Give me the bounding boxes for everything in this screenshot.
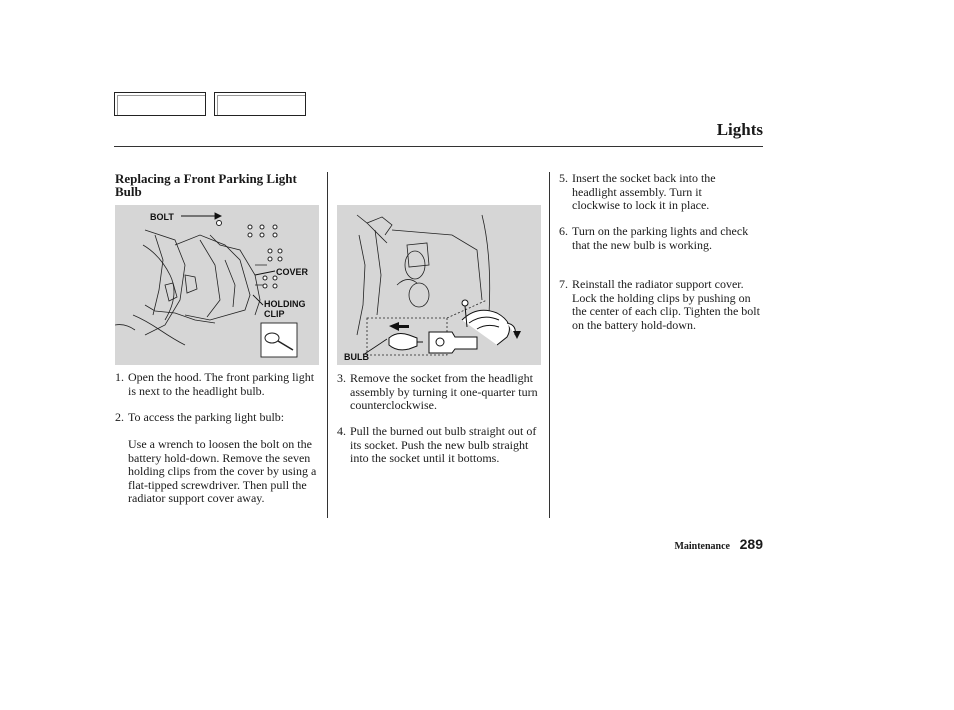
bulb-label: BULB xyxy=(344,352,369,362)
step-text: To access the parking light bulb: xyxy=(128,410,285,424)
holding-clip-label: HOLDING CLIP xyxy=(264,299,306,319)
step-text: Reinstall the radiator support cover. Lock the holding clips by pushing on the center of each clip. Tighten the bolt on the battery hold-down. xyxy=(572,277,760,332)
column-divider xyxy=(549,172,550,518)
step-number: 1. xyxy=(115,370,124,384)
headlight-socket-drawing xyxy=(337,205,541,365)
step-number: 5. xyxy=(559,171,568,185)
engine-bay-drawing xyxy=(115,205,319,365)
procedure-heading: Replacing a Front Parking Light Bulb xyxy=(115,171,297,199)
nav-button-next[interactable] xyxy=(214,92,306,116)
socket-removal-illustration xyxy=(337,205,541,365)
step-text: Open the hood. The front parking light is next to the headlight bulb. xyxy=(128,370,315,398)
column-divider xyxy=(327,172,328,518)
section-title: Lights xyxy=(716,120,763,139)
step-text: Turn on the parking lights and check that the new bulb is working. xyxy=(572,224,749,252)
step-number: 4. xyxy=(337,424,346,438)
step-number: 6. xyxy=(559,224,568,238)
step-number: 7. xyxy=(559,277,568,291)
step-number: 3. xyxy=(337,371,346,385)
step-number: 2. xyxy=(115,410,124,424)
bolt-label: BOLT xyxy=(150,212,174,222)
cover-label: COVER xyxy=(276,267,309,277)
step-text: Insert the socket back into the headlight assembly. Turn it clockwise to lock it in place. xyxy=(572,171,716,212)
page-number: 289 xyxy=(739,536,763,552)
step-text: Remove the socket from the headlight assembly by turning it one-quarter turn counterclockwise. xyxy=(350,371,538,412)
cover-removal-illustration xyxy=(115,205,319,365)
nav-button-previous[interactable] xyxy=(114,92,206,116)
header-rule xyxy=(114,146,763,147)
footer-section-name: Maintenance xyxy=(674,541,730,552)
step-2-detail: Use a wrench to loosen the bolt on the battery hold-down. Remove the seven holding clips from the cover by using a flat-tipped screwdriver. Then pull the radiator support cover away. xyxy=(128,437,317,505)
step-text: Pull the burned out bulb straight out of its socket. Push the new bulb straight into the socket until it bottoms. xyxy=(350,424,537,465)
